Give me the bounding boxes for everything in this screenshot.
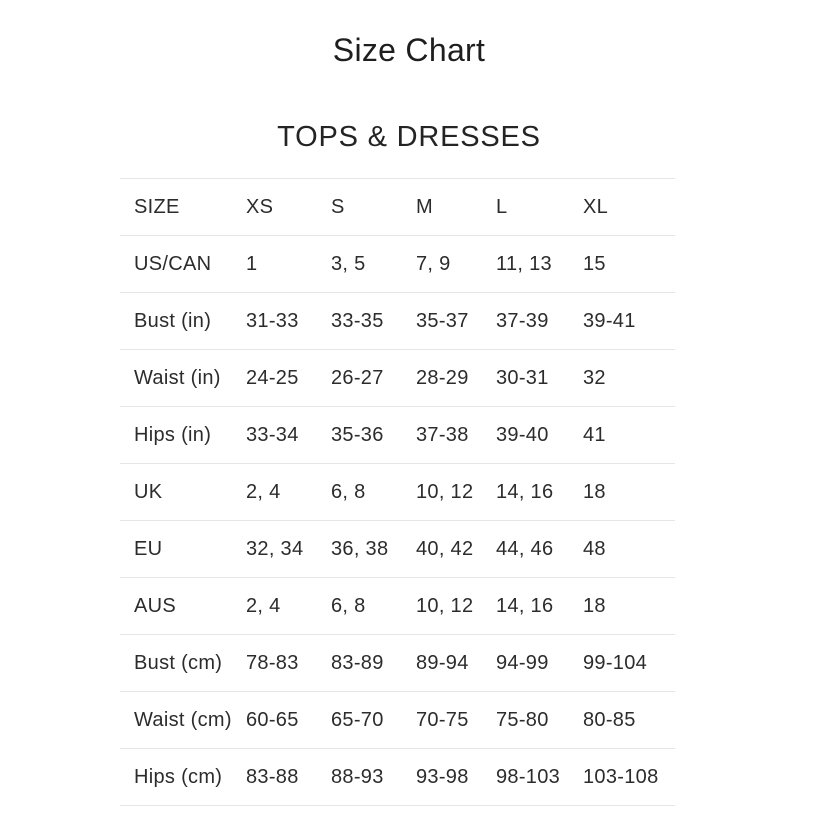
table-row bbox=[120, 350, 675, 407]
table-cell: 24-25 bbox=[232, 350, 317, 407]
table-cell: 103-108 bbox=[569, 749, 675, 806]
table-cell: 78-83 bbox=[232, 635, 317, 692]
table-row bbox=[120, 407, 675, 464]
table-cell: 28-29 bbox=[402, 350, 482, 407]
table-cell: 7, 9 bbox=[402, 236, 482, 293]
row-label: AUS bbox=[120, 578, 232, 635]
table-cell: 83-88 bbox=[232, 749, 317, 806]
row-label: US/CAN bbox=[120, 236, 232, 293]
column-header-xs: XS bbox=[232, 179, 317, 236]
column-header-s: S bbox=[317, 179, 402, 236]
table-cell: 40, 42 bbox=[402, 521, 482, 578]
row-label: EU bbox=[120, 521, 232, 578]
size-table-header-row bbox=[120, 179, 675, 236]
table-row bbox=[120, 578, 675, 635]
table-row bbox=[120, 749, 675, 806]
table-cell: 6, 8 bbox=[317, 464, 402, 521]
column-header-size: SIZE bbox=[120, 179, 232, 236]
table-cell: 26-27 bbox=[317, 350, 402, 407]
table-cell: 98-103 bbox=[482, 749, 569, 806]
section-title-tops-and-dresses: TOPS & DRESSES bbox=[277, 121, 541, 153]
row-label: Waist (cm) bbox=[120, 692, 232, 749]
table-cell: 44, 46 bbox=[482, 521, 569, 578]
table-cell: 2, 4 bbox=[232, 464, 317, 521]
table-cell: 65-70 bbox=[317, 692, 402, 749]
table-cell: 33-35 bbox=[317, 293, 402, 350]
table-cell: 36, 38 bbox=[317, 521, 402, 578]
table-cell: 6, 8 bbox=[317, 578, 402, 635]
table-cell: 83-89 bbox=[317, 635, 402, 692]
table-row bbox=[120, 635, 675, 692]
table-cell: 89-94 bbox=[402, 635, 482, 692]
table-cell: 35-36 bbox=[317, 407, 402, 464]
table-row bbox=[120, 293, 675, 350]
table-cell: 33-34 bbox=[232, 407, 317, 464]
table-cell: 39-40 bbox=[482, 407, 569, 464]
table-cell: 30-31 bbox=[482, 350, 569, 407]
table-cell: 80-85 bbox=[569, 692, 675, 749]
row-label: Bust (cm) bbox=[120, 635, 232, 692]
table-cell: 32 bbox=[569, 350, 675, 407]
table-cell: 94-99 bbox=[482, 635, 569, 692]
table-cell: 48 bbox=[569, 521, 675, 578]
table-cell: 10, 12 bbox=[402, 578, 482, 635]
table-cell: 88-93 bbox=[317, 749, 402, 806]
row-label: Hips (cm) bbox=[120, 749, 232, 806]
table-cell: 99-104 bbox=[569, 635, 675, 692]
table-cell: 41 bbox=[569, 407, 675, 464]
table-cell: 14, 16 bbox=[482, 578, 569, 635]
column-header-xl: XL bbox=[569, 179, 675, 236]
table-cell: 18 bbox=[569, 464, 675, 521]
table-cell: 15 bbox=[569, 236, 675, 293]
size-table bbox=[120, 178, 675, 806]
table-cell: 32, 34 bbox=[232, 521, 317, 578]
table-row bbox=[120, 236, 675, 293]
column-header-m: M bbox=[402, 179, 482, 236]
table-cell: 93-98 bbox=[402, 749, 482, 806]
size-table-body bbox=[120, 236, 675, 806]
table-cell: 39-41 bbox=[569, 293, 675, 350]
table-row bbox=[120, 464, 675, 521]
row-label: Bust (in) bbox=[120, 293, 232, 350]
table-cell: 37-38 bbox=[402, 407, 482, 464]
table-cell: 35-37 bbox=[402, 293, 482, 350]
table-row bbox=[120, 692, 675, 749]
table-cell: 18 bbox=[569, 578, 675, 635]
table-row bbox=[120, 521, 675, 578]
table-cell: 10, 12 bbox=[402, 464, 482, 521]
table-cell: 75-80 bbox=[482, 692, 569, 749]
table-cell: 11, 13 bbox=[482, 236, 569, 293]
row-label: UK bbox=[120, 464, 232, 521]
size-chart-page bbox=[0, 32, 818, 826]
table-cell: 31-33 bbox=[232, 293, 317, 350]
table-cell: 3, 5 bbox=[317, 236, 402, 293]
column-header-l: L bbox=[482, 179, 569, 236]
table-cell: 60-65 bbox=[232, 692, 317, 749]
table-cell: 37-39 bbox=[482, 293, 569, 350]
table-cell: 14, 16 bbox=[482, 464, 569, 521]
row-label: Waist (in) bbox=[120, 350, 232, 407]
page-title: Size Chart bbox=[332, 32, 486, 68]
table-cell: 70-75 bbox=[402, 692, 482, 749]
table-cell: 1 bbox=[232, 236, 317, 293]
row-label: Hips (in) bbox=[120, 407, 232, 464]
table-cell: 2, 4 bbox=[232, 578, 317, 635]
